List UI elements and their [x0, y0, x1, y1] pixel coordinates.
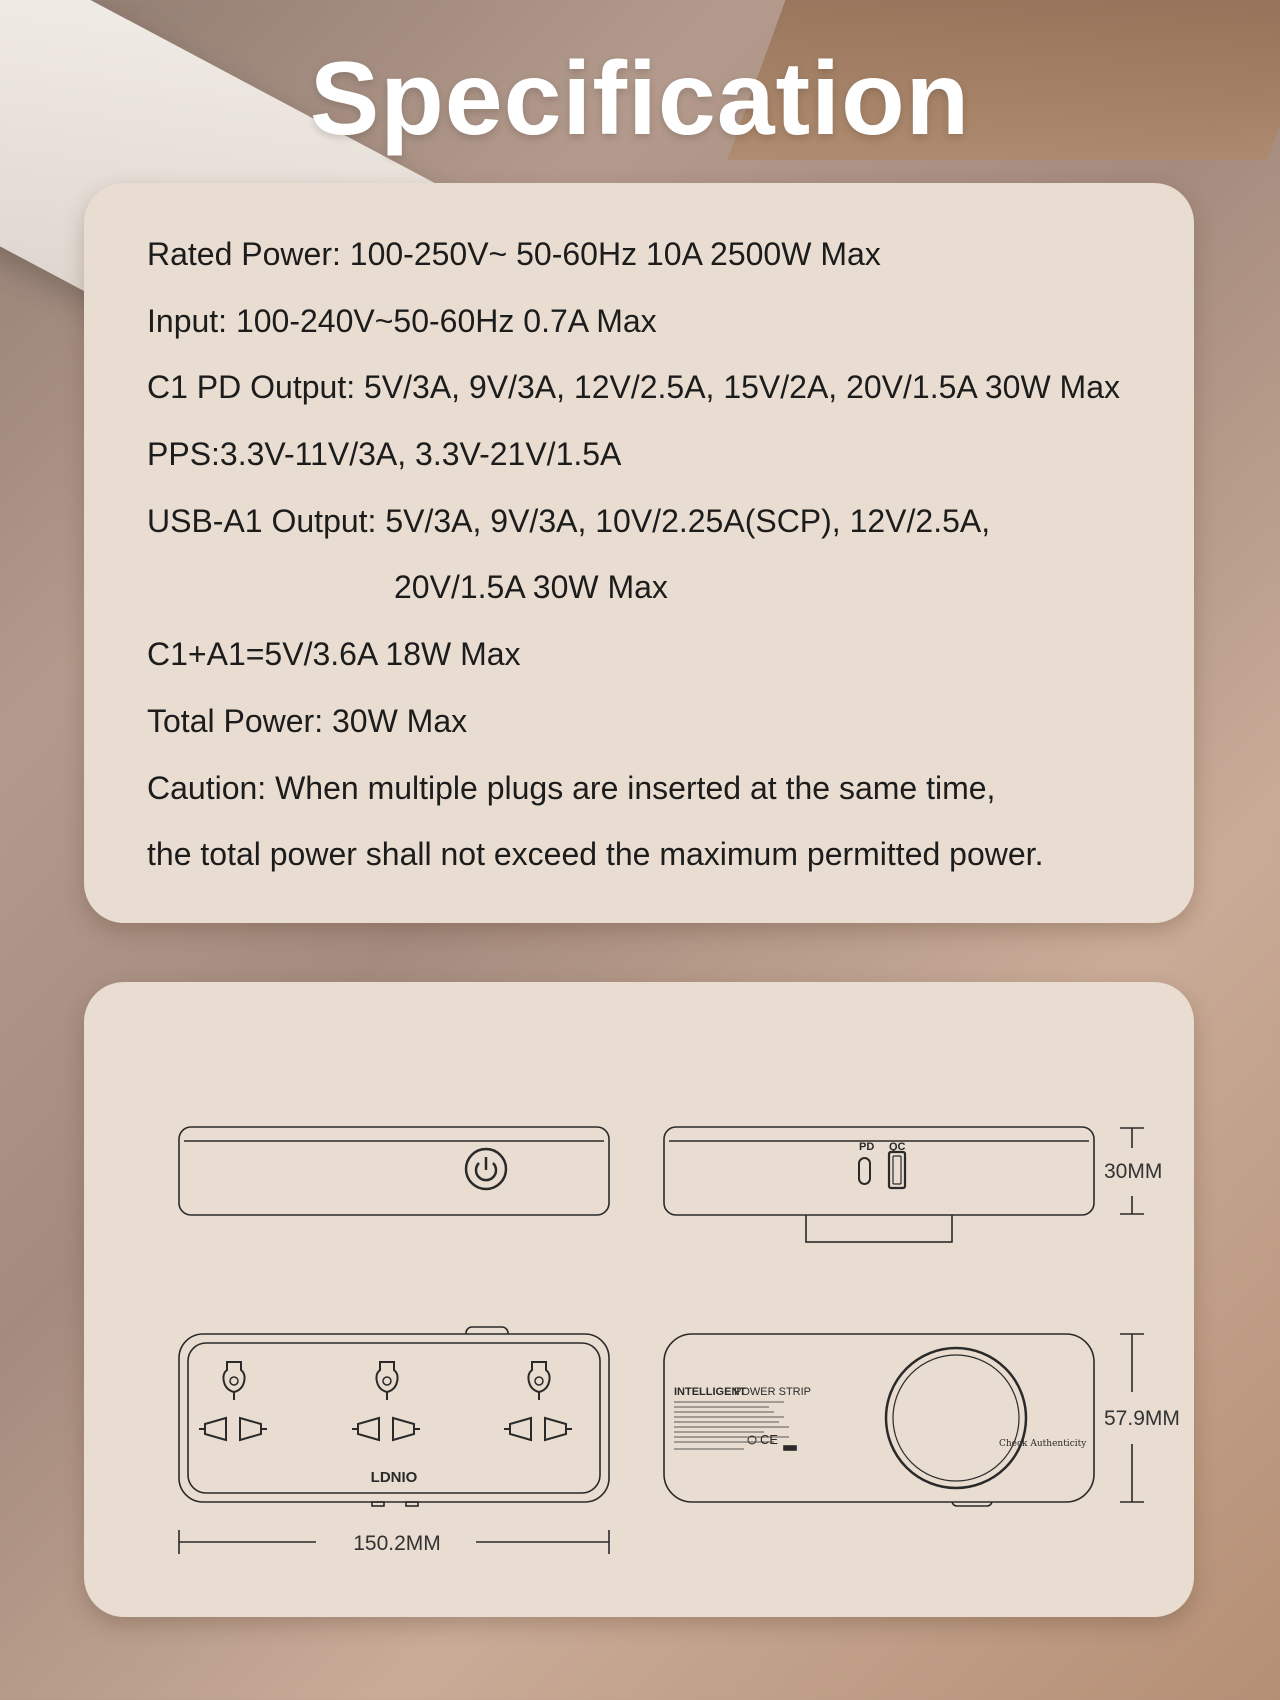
spec-total-power: Total Power: 30W Max [147, 702, 468, 739]
spec-card [84, 183, 1194, 923]
spec-rated-power: Rated Power: 100-250V~ 50-60Hz 10A 2500W Max [147, 236, 881, 272]
brand-logo: LDNIO [370, 1469, 418, 1486]
technical-drawing [84, 982, 1194, 1617]
pd-port-label: PD [859, 1141, 875, 1153]
page-title: Specification [309, 41, 971, 157]
check-authenticity-text: Check Authenticity [999, 1439, 1087, 1449]
spec-c1-a1: C1+A1=5V/3.6A 18W Max [147, 636, 521, 673]
height-label: 30MM [1104, 1160, 1163, 1183]
spec-caution: Caution: When multiple plugs are inserted at the same time, [147, 769, 996, 806]
spec-pps: PPS:3.3V-11V/3A, 3.3V-21V/1.5A [147, 436, 622, 473]
drawing-card [84, 982, 1194, 1617]
spec-caution-cont: the total power shall not exceed the maximum permitted power. [147, 836, 1044, 873]
rear-view [664, 1127, 1162, 1242]
width-label: 150.2MM [353, 1532, 441, 1555]
ce-mark-icon: CE [760, 1432, 779, 1447]
top-view [179, 1327, 609, 1555]
qc-port-label: QC [889, 1141, 906, 1153]
label-title-bold: INTELLIGENT [674, 1386, 747, 1398]
front-view [179, 1127, 609, 1215]
spec-input: Input: 100-240V~50-60Hz 0.7A Max [147, 302, 657, 339]
label-title-light: POWER STRIP [734, 1386, 812, 1398]
spec-list [147, 221, 1120, 888]
spec-usb-a1-output: USB-A1 Output: 5V/3A, 9V/3A, 10V/2.25A(SCP), 12V/2.5A, [147, 502, 991, 539]
bottom-view [664, 1334, 1180, 1506]
spec-usb-a1-output-cont: 20V/1.5A 30W Max [394, 569, 668, 606]
spec-c1-output: C1 PD Output: 5V/3A, 9V/3A, 12V/2.5A, 15V/2A, 20V/1.5A 30W Max [147, 369, 1120, 406]
depth-label: 57.9MM [1104, 1407, 1180, 1430]
